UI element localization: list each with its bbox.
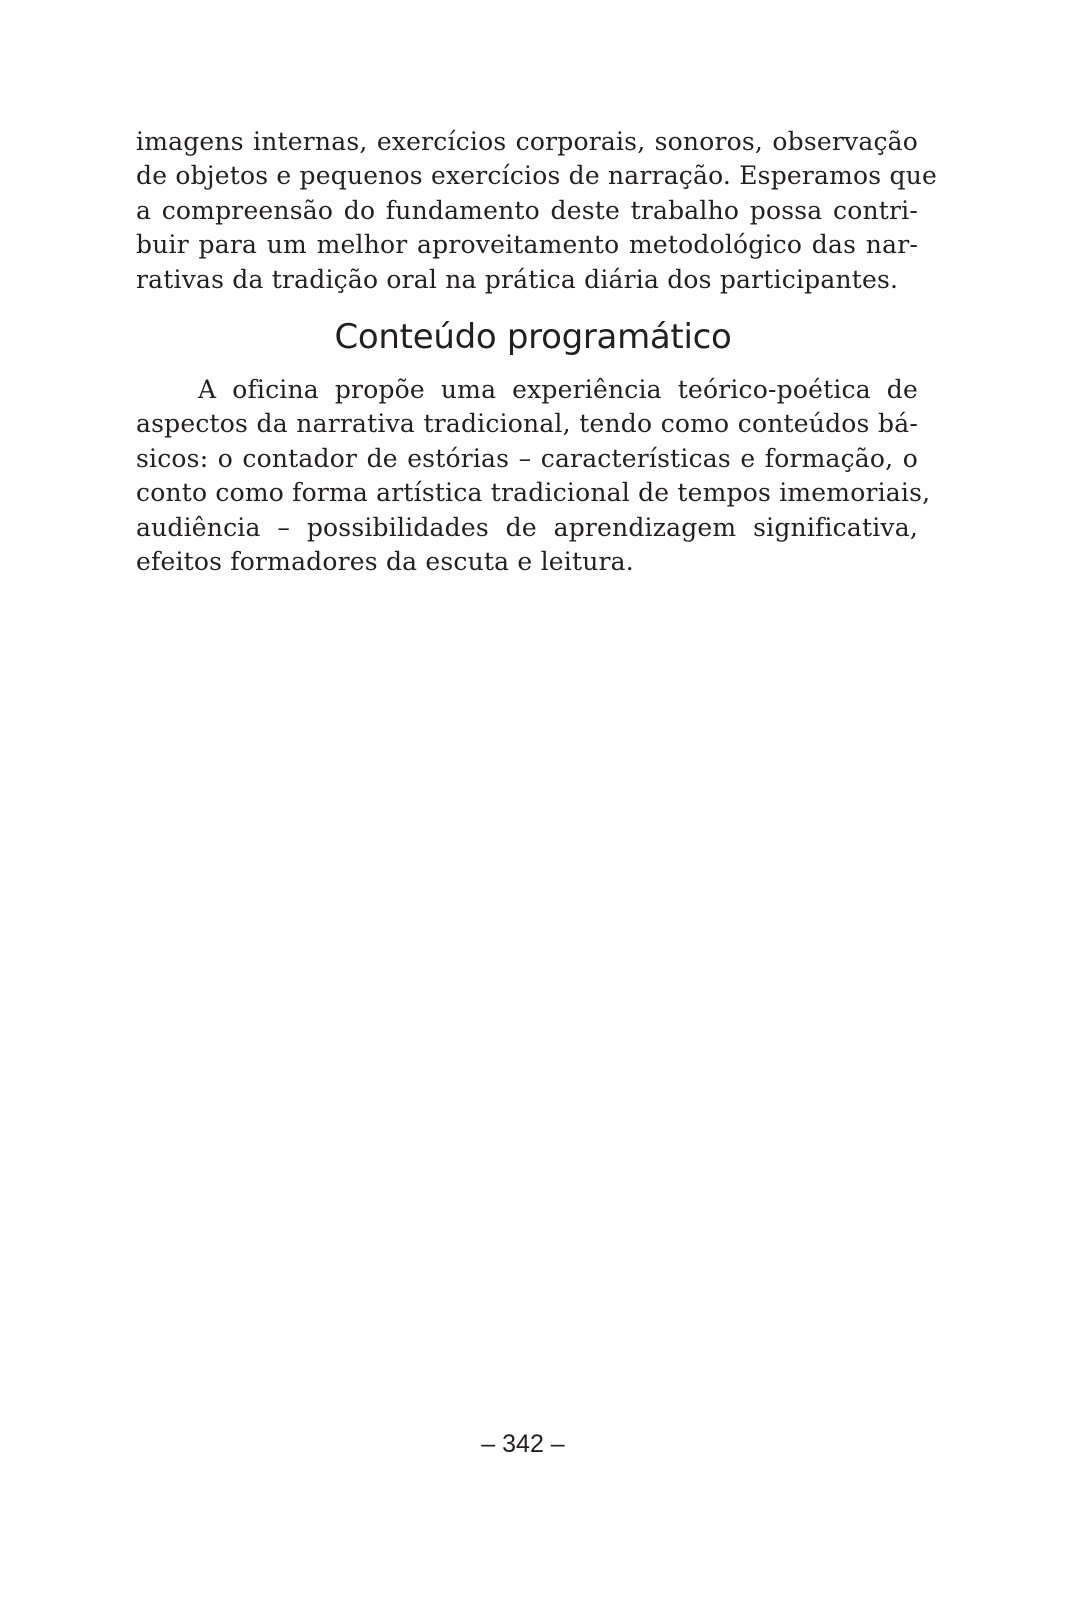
paragraph-line: de objetos e pequenos exercícios de narração. Esperamos que (136, 161, 937, 191)
paragraph-line: buir para um melhor aproveitamento metodológico das nar- (136, 230, 918, 260)
paragraph-line: rativas da tradição oral na prática diária dos participantes. (136, 264, 899, 294)
paragraph-line: imagens internas, exercícios corporais, sonoros, observação (136, 127, 918, 156)
page-number: – 342 – (481, 1430, 565, 1458)
paragraph-line: conto como forma artística tradicional de tempos imemoriais, (136, 478, 931, 508)
paragraph-line: aspectos da narrativa tradicional, tendo como conteúdos bá- (136, 409, 918, 439)
section-paragraph (136, 373, 931, 579)
paragraph-line: audiência – possibilidades de aprendizagem significativa, (136, 512, 918, 542)
paragraph-line: A oficina propõe uma experiência teórico-poética de (198, 375, 918, 404)
intro-paragraph (136, 125, 937, 297)
paragraph-line: sicos: o contador de estórias – características e formação, o (136, 443, 918, 473)
paragraph-line: efeitos formadores da escuta e leitura. (136, 546, 634, 576)
section-heading: Conteúdo programático (334, 317, 732, 357)
paragraph-line: a compreensão do fundamento deste trabalho possa contri- (136, 195, 918, 225)
